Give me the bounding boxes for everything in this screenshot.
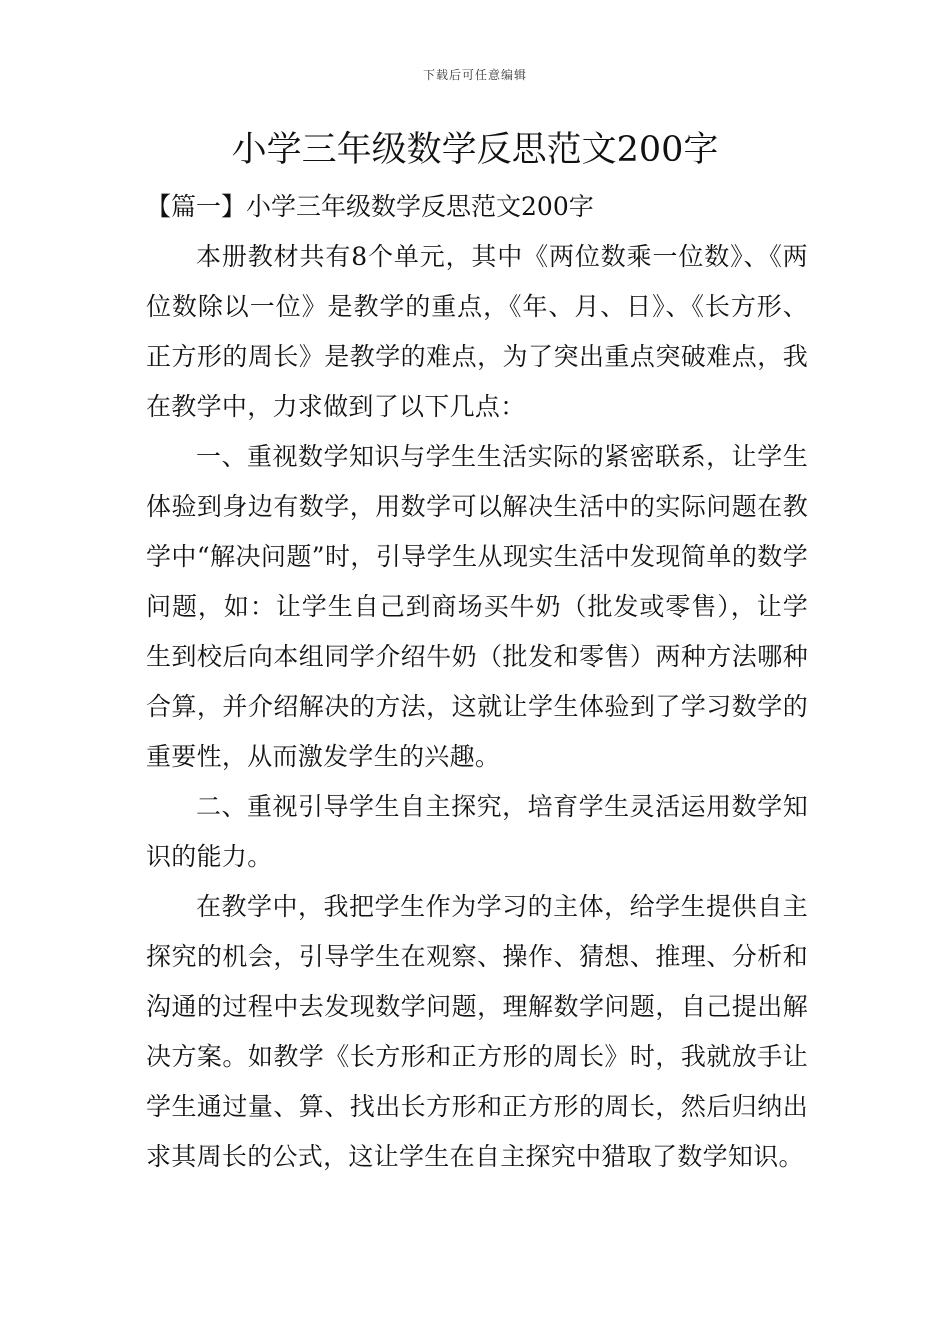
paragraph-point-one: 一、重视数学知识与学生生活实际的紧密联系，让学生体验到身边有数学，用数学可以解决生活中的实际问题在教学中“解决问题”时，引导学生从现实生活中发现简单的数学问题，如：让学生自己到商场买牛奶（批发或零售），让学生到校后向本组同学介绍牛奶（批发和零售）两种方法哪种合算，并介绍解决的方法，这就让学生体验到了学习数学的重要性，从而激发学生的兴趣。 bbox=[146, 442, 808, 771]
document-body bbox=[146, 182, 808, 1182]
paragraph-point-two-detail: 在教学中，我把学生作为学习的主体，给学生提供自主探究的机会，引导学生在观察、操作、猜想、推理、分析和沟通的过程中去发现数学问题，理解数学问题，自己提出解决方案。如教学《长方形和正方形的周长》时，我就放手让学生通过量、算、找出长方形和正方形的周长，然后归纳出求其周长的公式，这让学生在自主探究中猎取了数学知识。 bbox=[146, 892, 808, 1171]
paragraph-intro: 本册教材共有8个单元，其中《两位数乘一位数》、《两位数除以一位》是教学的重点，《年、月、日》、《长方形、正方形的周长》是教学的难点，为了突出重点突破难点，我在教学中，力求做到了以下几点： bbox=[146, 242, 808, 421]
document-title: 小学三年级数学反思范文200字 bbox=[231, 130, 719, 170]
section-heading: 【篇一】小学三年级数学反思范文200字 bbox=[146, 192, 594, 221]
header-note: 下载后可任意编辑 bbox=[422, 68, 527, 82]
paragraph-point-two: 二、重视引导学生自主探究，培育学生灵活运用数学知识的能力。 bbox=[146, 792, 808, 871]
